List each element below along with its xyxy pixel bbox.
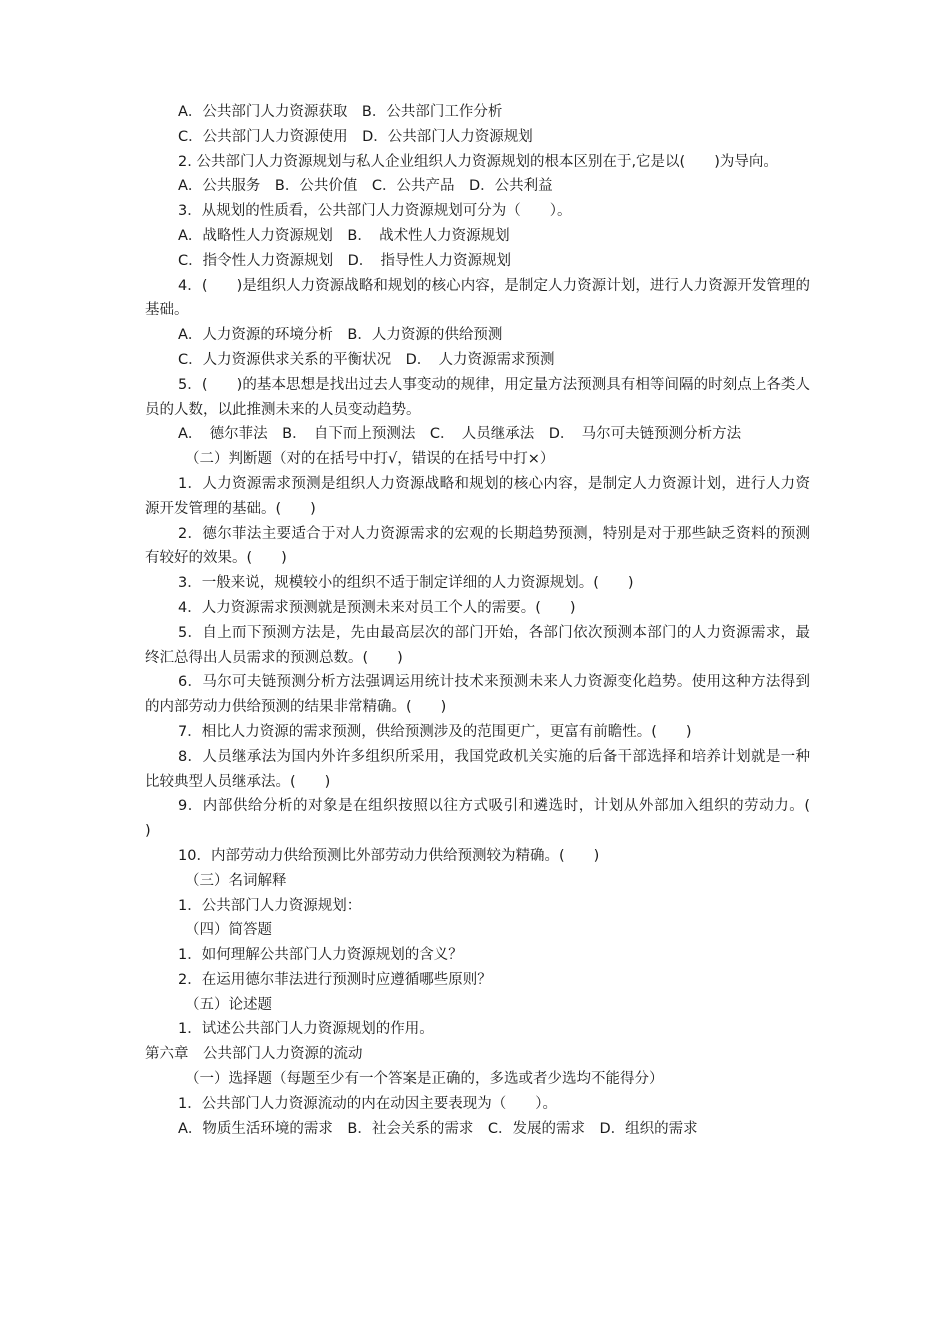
question-line: 7．相比人力资源的需求预测，供给预测涉及的范围更广，更富有前瞻性。( ) (178, 723, 692, 740)
section-heading: （二）判断题（对的在括号中打√，错误的在括号中打×） (185, 451, 555, 468)
question-line: 4．人力资源需求预测就是预测未来对员工个人的需要。( ) (178, 599, 576, 616)
section-heading: （三）名词解释 (185, 872, 287, 889)
question-paragraph: 5．自上而下预测方法是，先由最高层次的部门开始，各部门依次预测本部门的人力资源需求，最终汇总得出人员需求的预测总数。( ) (145, 624, 810, 666)
option-line: A．公共服务 B．公共价值 C．公共产品 D．公共利益 (178, 178, 553, 195)
question-paragraph: 2．德尔菲法主要适合于对人力资源需求的宏观的长期趋势预测，特别是对于那些缺乏资料的预测有较好的效果。( ) (145, 525, 810, 567)
question-paragraph: 4．( )是组织人力资源战略和规划的核心内容，是制定人力资源计划，进行人力资源开发管理的基础。 (145, 277, 810, 319)
question-line: 1．公共部门人力资源流动的内在动因主要表现为（ ）。 (178, 1095, 557, 1112)
question-line: 2．在运用德尔菲法进行预测时应遵循哪些原则？ (178, 971, 492, 988)
question-paragraph: 9．内部供给分析的对象是在组织按照以往方式吸引和遴选时，计划从外部加入组织的劳动力。( ) (145, 798, 839, 840)
section-heading: （四）简答题 (185, 922, 272, 939)
question-paragraph: 5．( )的基本思想是找出过去人事变动的规律，用定量方法预测具有相等间隔的时刻点上各类人员的人数，以此推测未来的人员变动趋势。 (145, 376, 810, 418)
question-paragraph: 6．马尔可夫链预测分析方法强调运用统计技术来预测未来人力资源变化趋势。使用这种方法得到的内部劳动力供给预测的结果非常精确。( ) (145, 674, 810, 716)
option-line: C．指令性人力资源规划 D． 指导性人力资源规划 (178, 252, 512, 269)
option-line: A．物质生活环境的需求 B．社会关系的需求 C．发展的需求 D．组织的需求 (178, 1120, 698, 1137)
chapter-title: 第六章 公共部门人力资源的流动 (145, 1046, 363, 1063)
question-line: 10．内部劳动力供给预测比外部劳动力供给预测较为精确。( ) (178, 847, 600, 864)
document-page (145, 100, 839, 1141)
question-paragraph: 2. 公共部门人力资源规划与私人企业组织人力资源规划的根本区别在于,它是以( )为导向。 (178, 153, 778, 170)
option-line: A．公共部门人力资源获取 B．公共部门工作分析 (178, 104, 503, 120)
section-heading: （五）论述题 (185, 996, 272, 1013)
question-line: 1．如何理解公共部门人力资源规划的含义？ (178, 947, 463, 964)
option-line: A．战略性人力资源规划 B． 战术性人力资源规划 (178, 227, 510, 244)
option-paragraph: A． 德尔菲法 B． 自下而上预测法 C． 人员继承法 D． 马尔可夫链预测分析方法 (178, 426, 742, 443)
question-paragraph: 1．人力资源需求预测是组织人力资源战略和规划的核心内容，是制定人力资源计划，进行人力资源开发管理的基础。( ) (145, 475, 810, 517)
question-line: 3．从规划的性质看，公共部门人力资源规划可分为（ ）。 (178, 203, 572, 220)
option-line: A．人力资源的环境分析 B．人力资源的供给预测 (178, 327, 503, 344)
question-line: 3．一般来说，规模较小的组织不适于制定详细的人力资源规划。( ) (178, 575, 634, 592)
option-line: C．人力资源供求关系的平衡状况 D． 人力资源需求预测 (178, 351, 555, 368)
question-paragraph: 8．人员继承法为国内外许多组织所采用，我国党政机关实施的后备干部选择和培养计划就是一种比较典型人员继承法。( ) (145, 748, 810, 790)
option-line: C．公共部门人力资源使用 D．公共部门人力资源规划 (178, 128, 533, 145)
question-line: 1．试述公共部门人力资源规划的作用。 (178, 1021, 434, 1038)
question-line: 1．公共部门人力资源规划： (178, 897, 362, 914)
section-heading: （一）选择题（每题至少有一个答案是正确的，多选或者少选均不能得分） (185, 1071, 664, 1088)
